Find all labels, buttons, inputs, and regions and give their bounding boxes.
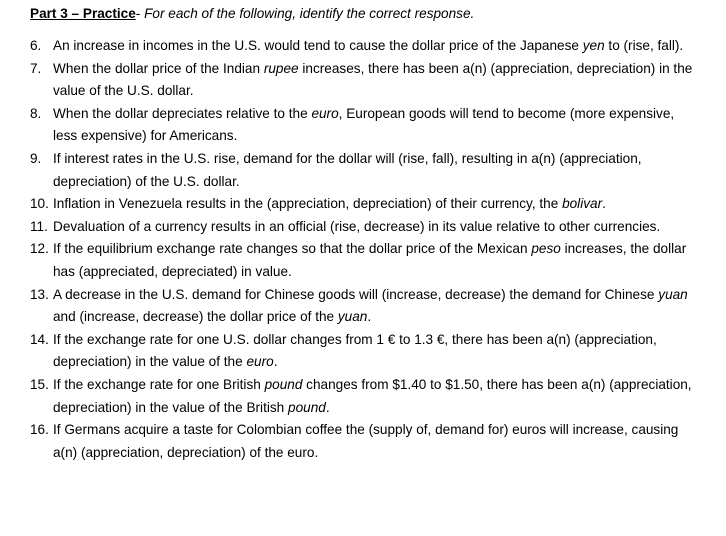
question-text-segment: . [602,196,606,212]
question-text [53,419,698,464]
question-text-segment: Devaluation of a currency results in an official (rise, decrease) in its value relative to other currencies. [53,218,661,234]
question-item [30,238,698,283]
question-item [30,216,698,239]
italic-term: euro [246,354,274,370]
italic-term: pound [264,376,303,392]
question-item [30,193,698,216]
question-text-segment: . [325,399,330,415]
italic-term: peso [531,241,561,257]
question-text-segment: changes from $1.40 to $1.50, there has been a(n) (appreciation, depreciation) in the value of the British [53,376,692,415]
question-text-segment: increases, there has been a(n) (appreciation, depreciation) in the value of the U.S. dollar. [53,60,693,99]
italic-term: euro [311,105,339,121]
question-text-segment: . [273,354,278,370]
question-item [30,329,698,374]
italic-term: yuan [337,309,368,325]
question-number: 16. [30,422,49,438]
italic-term: rupee [263,60,299,76]
question-text [53,193,698,216]
question-text-segment: to (rise, fall). [604,38,684,53]
question-text-segment: If the equilibrium exchange rate changes so that the dollar price of the Mexican [53,241,532,257]
question-number: 7. [30,60,42,76]
question-item [30,148,698,193]
question-text [53,35,698,58]
question-text [53,238,698,283]
instruction-text: For each of the following, identify the correct response. [140,6,475,21]
question-number: 8. [30,105,42,121]
italic-term: pound [288,399,326,415]
question-text [53,103,698,148]
question-number: 9. [30,150,42,166]
question-text-segment: Inflation in Venezuela results in the (appreciation, depreciation) of their currency, the [53,196,563,212]
part-label: Part 3 – Practice [30,6,136,21]
question-text-segment: and (increase, decrease) the dollar price of the [53,309,338,325]
question-text-segment: When the dollar price of the Indian [53,60,264,76]
question-number: 10. [30,196,49,212]
question-number: 13. [30,286,49,302]
question-text [53,284,698,329]
question-text [53,148,698,193]
question-text-segment: If Germans acquire a taste for Colombian coffee the (supply of, demand for) euros will increase, causing a(n) (appreciation, depreciation) of the euro. [53,422,679,460]
italic-term: yuan [658,286,688,302]
question-text [53,216,698,239]
question-item [30,284,698,329]
question-text-segment: If the exchange rate for one British [53,376,265,392]
question-text-segment: If the exchange rate for one U.S. dollar changes from 1 € to 1.3 €, there has been a(n) (appreciation, depreciation) in the value of the [53,331,657,370]
question-item [30,58,698,103]
question-text-segment: . [367,309,372,325]
question-item [30,35,698,58]
question-item [30,419,698,464]
question-number: 14. [30,331,49,347]
italic-term: bolivar [562,196,603,212]
section-heading [30,5,474,22]
question-text [53,329,698,374]
heading-separator: - [135,6,141,21]
question-text-segment: , European goods will tend to become (more expensive, less expensive) for Americans. [53,105,675,144]
question-number: 11. [30,218,48,234]
question-text-segment: If interest rates in the U.S. rise, demand for the dollar will (rise, fall), resulting in a(n) (appreciation, depreciation) of the U.S. dollar. [53,150,642,189]
question-number: 15. [30,376,49,392]
question-text-segment: An increase in incomes in the U.S. would tend to cause the dollar price of the Japanese [53,38,583,53]
question-text-segment: When the dollar depreciates relative to the [53,105,312,121]
question-list [30,35,698,464]
question-text-segment: A decrease in the U.S. demand for Chinese goods will (increase, decrease) the demand for Chinese [53,286,659,302]
question-number: 6. [30,38,42,53]
question-text [53,374,698,419]
question-number: 12. [30,241,49,257]
question-item [30,103,698,148]
question-text-segment: increases, the dollar has (appreciated, depreciated) in value. [53,241,687,279]
question-text [53,58,698,103]
italic-term: yen [582,38,605,53]
question-item [30,374,698,419]
